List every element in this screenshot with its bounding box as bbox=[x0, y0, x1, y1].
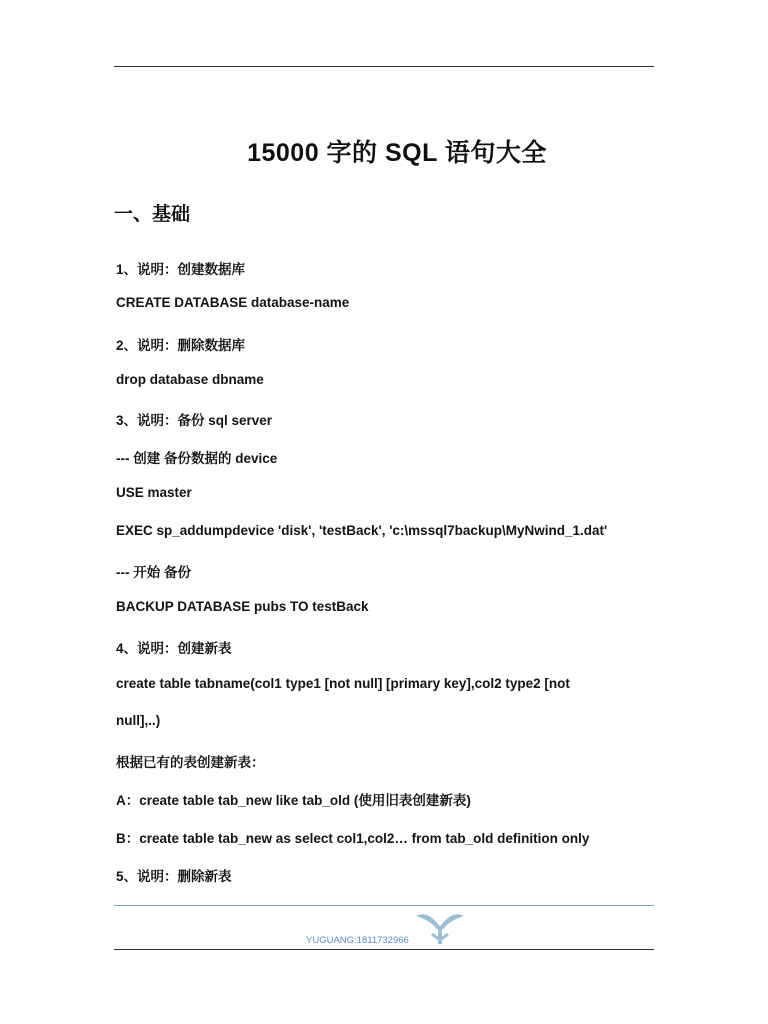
header-rule bbox=[114, 66, 654, 67]
footer-rule bbox=[114, 949, 654, 950]
content-line: drop database dbname bbox=[116, 372, 264, 387]
content-line: --- 开始 备份 bbox=[116, 565, 191, 580]
content-line: 3、说明：备份 sql server bbox=[116, 413, 273, 428]
content-line: CREATE DATABASE database-name bbox=[116, 295, 350, 310]
content-line: 1、说明：创建数据库 bbox=[116, 262, 246, 277]
content-line: null],..) bbox=[116, 713, 161, 728]
document-title: 15000 字的 SQL 语句大全 bbox=[247, 139, 547, 167]
content-line: 2、说明：删除数据库 bbox=[116, 338, 246, 353]
content-line: B：create table tab_new as select col1,col2… from tab_old definition only bbox=[116, 831, 590, 846]
content-line: BACKUP DATABASE pubs TO testBack bbox=[116, 599, 369, 614]
section-heading: 一、基础 bbox=[114, 204, 191, 225]
content-line: 根据已有的表创建新表： bbox=[116, 755, 265, 770]
footer-blue-rule bbox=[114, 905, 654, 906]
content-line: USE master bbox=[116, 485, 192, 500]
content-line: 5、说明：删除新表 bbox=[116, 869, 232, 884]
bird-logo-icon bbox=[414, 910, 466, 948]
content-line: create table tabname(col1 type1 [not null] [primary key],col2 type2 [not bbox=[116, 676, 570, 691]
content-line: A：create table tab_new like tab_old (使用旧表创建新表) bbox=[116, 793, 471, 808]
content-line: 4、说明：创建新表 bbox=[116, 641, 232, 656]
content-line: --- 创建 备份数据的 device bbox=[116, 451, 278, 466]
footer-text: YUGUANG:1811732966 bbox=[306, 935, 409, 946]
content-line: EXEC sp_addumpdevice 'disk', 'testBack', 'c:\mssql7backup\MyNwind_1.dat' bbox=[116, 523, 608, 538]
